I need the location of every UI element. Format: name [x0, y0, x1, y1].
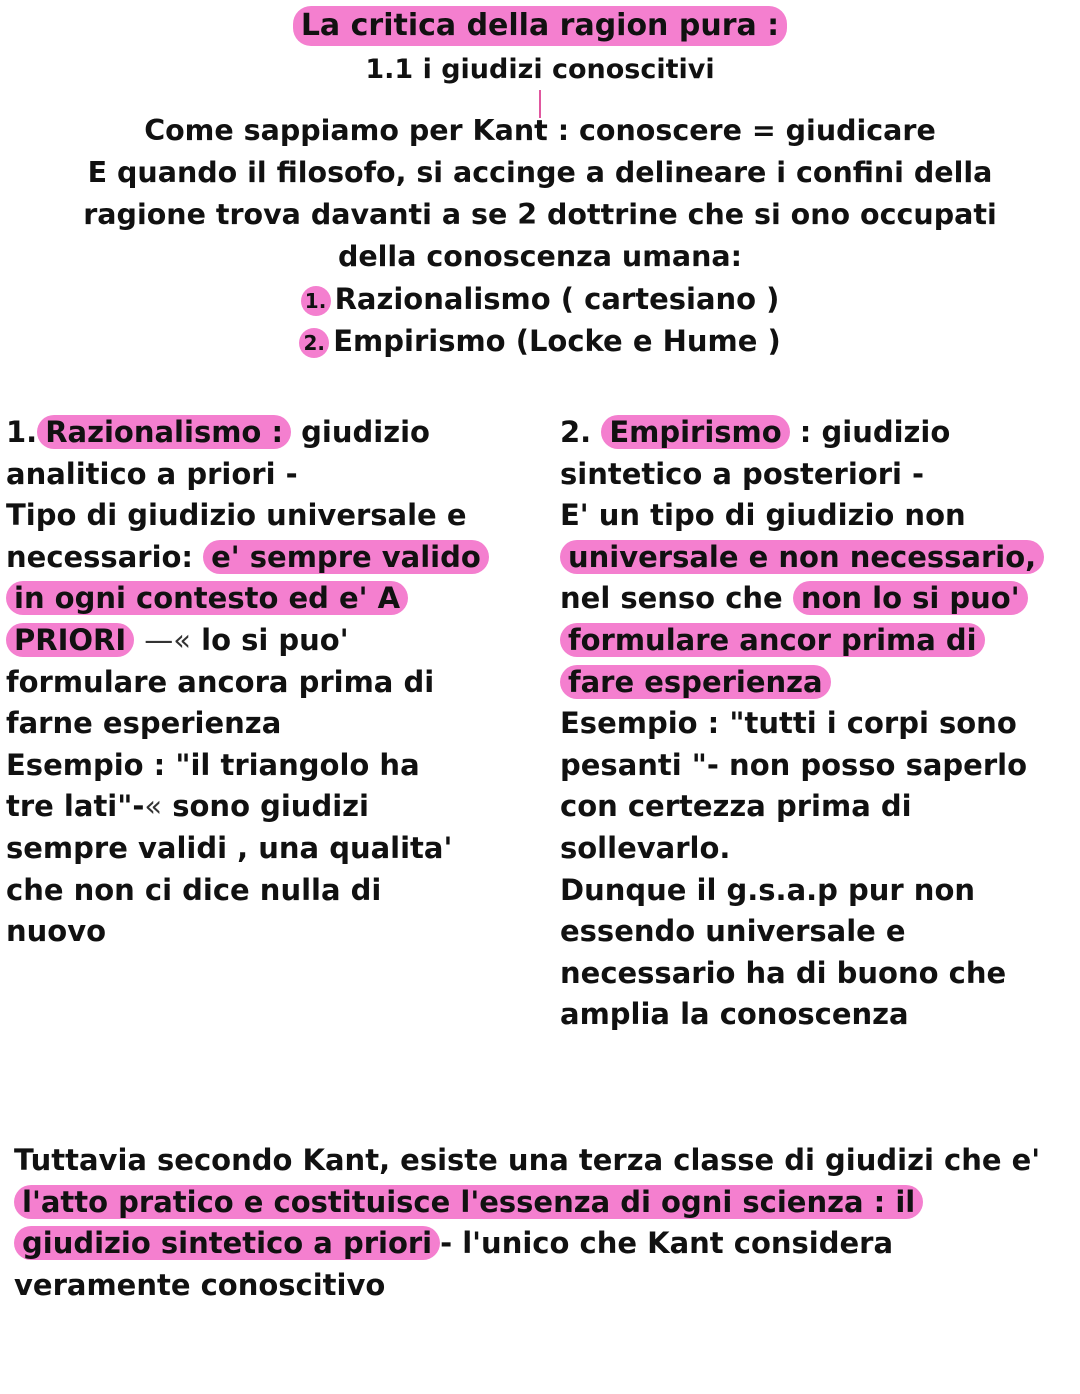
- text-line: che non ci dice nulla di: [6, 872, 382, 907]
- highlighted-text: formulare ancor prima di: [560, 623, 985, 657]
- text-line: [14, 1223, 1070, 1265]
- list-item-label: Razionalismo ( cartesiano ): [334, 282, 780, 316]
- highlighted-heading: Empirismo: [601, 415, 789, 449]
- text-line: nuovo: [6, 914, 107, 949]
- highlighted-text: in ogni contesto ed e' A: [6, 581, 408, 615]
- highlighted-text: e' sempre valido: [203, 540, 489, 574]
- number-badge: 2.: [299, 328, 329, 358]
- text-line: sollevarlo.: [560, 830, 731, 865]
- text-line: formulare ancora prima di: [6, 664, 435, 699]
- heading-number: 1.: [6, 415, 38, 449]
- text-line: amplia la conoscenza: [560, 997, 909, 1032]
- text-line: E' un tipo di giudizio non: [560, 498, 966, 533]
- text-line: pesanti "- non posso saperlo: [560, 747, 1028, 782]
- number-badge: 1.: [301, 286, 331, 316]
- text-line: Dunque il g.s.a.p pur non: [560, 872, 976, 907]
- text-line: Esempio : "il triangolo ha: [6, 747, 420, 782]
- text-line: [6, 537, 506, 579]
- column-heading: [560, 412, 1060, 454]
- text-fragment: tre lati"-: [6, 789, 145, 824]
- intro-line: E quando il filosofo, si accinge a delineare i confini della: [87, 156, 993, 189]
- text-line: sempre validi , una qualita': [6, 830, 453, 865]
- text-line: farne esperienza: [6, 706, 282, 741]
- text-line: [560, 620, 1060, 662]
- text-line: Esempio : "tutti i corpi sono: [560, 706, 1017, 741]
- text-line: [560, 578, 1060, 620]
- list-item-rationalism: [30, 278, 1050, 320]
- text-line: essendo universale e: [560, 914, 906, 949]
- text-line: [560, 662, 1060, 704]
- text-fragment: sono giudizi: [172, 789, 369, 824]
- highlighted-text: non lo si puo': [793, 581, 1028, 615]
- column-heading: [6, 412, 506, 454]
- text-fragment: nel senso che: [560, 581, 783, 616]
- text-line: Tuttavia secondo Kant, esiste una terza classe di giudizi che e': [14, 1143, 1041, 1177]
- intro-line: ragione trova davanti a se 2 dottrine che si ono occupati: [83, 198, 997, 231]
- text-line: necessario ha di buono che: [560, 955, 1007, 990]
- intro-line: Come sappiamo per Kant : conoscere = giudicare: [144, 114, 936, 147]
- text-line: con certezza prima di: [560, 789, 912, 824]
- text-line: veramente conoscitivo: [14, 1267, 386, 1302]
- intro-paragraph: [30, 110, 1050, 362]
- heading-rest: giudizio: [301, 415, 430, 449]
- heading-number: 2.: [560, 415, 592, 449]
- heading-rest: : giudizio: [799, 415, 951, 449]
- header: [0, 6, 1080, 118]
- highlighted-text: PRIORI: [6, 623, 134, 657]
- text-line: [6, 578, 506, 620]
- text-line: sintetico a posteriori -: [560, 456, 925, 491]
- rationalism-column: [6, 412, 506, 953]
- text-fragment: - l'unico che Kant considera: [440, 1226, 894, 1261]
- list-item-empiricism: [30, 320, 1050, 362]
- empiricism-column: [560, 412, 1060, 1036]
- text-line: Tipo di giudizio universale e: [6, 498, 467, 533]
- highlighted-heading: Razionalismo :: [37, 415, 291, 449]
- page-title: La critica della ragion pura :: [293, 6, 787, 46]
- arrow-icon: —«: [144, 622, 192, 657]
- text-line: [14, 1182, 1070, 1224]
- highlighted-text: universale e non necessario,: [560, 540, 1044, 574]
- text-fragment: necessario:: [6, 539, 194, 574]
- text-fragment: lo si puo': [201, 622, 349, 657]
- text-line: [560, 537, 1060, 579]
- intro-line: della conoscenza umana:: [337, 240, 743, 273]
- highlighted-text: giudizio sintetico a priori: [14, 1226, 440, 1260]
- highlighted-text: l'atto pratico e costituisce l'essenza di ogni scienza : il: [14, 1185, 923, 1219]
- arrow-icon: «: [144, 789, 163, 824]
- section-subtitle: 1.1 i giudizi conoscitivi: [365, 54, 715, 85]
- text-line: analitico a priori -: [6, 456, 298, 491]
- list-item-label: Empirismo (Locke e Hume ): [333, 324, 781, 358]
- text-line: [6, 786, 506, 828]
- conclusion-paragraph: [14, 1140, 1070, 1306]
- text-line: [6, 620, 506, 662]
- highlighted-text: fare esperienza: [560, 665, 831, 699]
